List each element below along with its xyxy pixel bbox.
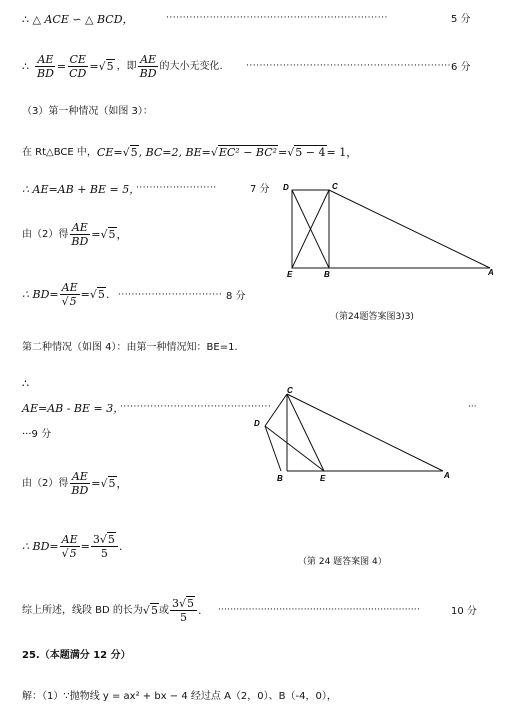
sqrt-5: √5: [98, 60, 114, 73]
dots-leader: ··································································: [166, 13, 388, 23]
dots-leader: ·············································: [120, 402, 272, 412]
line-similar-triangles: ∴ △ ACE ∽ △ BCD，: [22, 13, 134, 26]
fraction-ce-cd: $\frac{CE}{CD}$: [69, 53, 87, 80]
sqrt-5-minus-4: √5 − 4: [287, 146, 326, 159]
figure-3-caption: （第24题答案图3)3): [330, 312, 414, 322]
line-right-triangle: 在 Rt△BCE 中， CE= √5 , BC=2, BE= √EC² − BC² = √5 − 4 = 1，: [22, 146, 358, 159]
score-9: ···9 分: [22, 429, 52, 440]
sqrt-5: √5: [100, 228, 116, 241]
label-e: E: [287, 270, 293, 278]
solution-line: 解：（1）∵抛物线 y = ax² + bx − 4 经过点 A（2，0）、B（-4，0），: [22, 691, 337, 702]
figure-4-caption: （第 24 题答案图 4）: [298, 557, 387, 567]
label-c: C: [332, 182, 338, 191]
case-one-heading: （3）第一种情况（如图 3）：: [22, 106, 153, 117]
sqrt-5: √5: [89, 288, 105, 301]
dots-leader: ························: [136, 183, 217, 193]
line-bd-result: ∴ BD= $\frac{AE}{√5}$ = √5 .: [22, 281, 110, 308]
figure-3-diagram: [280, 182, 500, 278]
fraction-ae-bd: $\frac{AE}{BD}$: [71, 470, 89, 497]
score-7: 7 分: [250, 184, 270, 195]
question-25-heading: 25.（本题满分 12 分）: [22, 650, 131, 661]
line-ae-eq-5: ∴ AE=AB + BE = 5，: [22, 183, 141, 196]
dots-leader: ·······························: [118, 290, 223, 300]
sqrt-5: √5: [100, 477, 116, 490]
fraction-ae-sqrt5: $\frac{AE}{√5}$: [61, 281, 78, 308]
label-d: D: [283, 183, 289, 192]
fraction-ae-bd: $\frac{AE}{BD}$: [37, 53, 54, 80]
sqrt-5: √5: [122, 146, 138, 159]
label-b: B: [277, 474, 283, 483]
line-conclusion: 综上所述，线段 BD 的长为 √5 或 $\frac{3√5}{5}$ .: [22, 597, 202, 624]
sqrt-5: √5: [142, 604, 158, 617]
score-10: 10 分: [451, 606, 477, 617]
score-8: 8 分: [226, 291, 246, 302]
fraction-ae-bd-2: $\frac{AE}{BD}$: [139, 53, 157, 80]
sqrt-expression: √EC² − BC²: [210, 146, 278, 159]
line-ae-eq-3: AE=AB - BE = 3，: [22, 402, 125, 415]
fraction-3sqrt5-over-5: $\frac{3√5}{5}$: [91, 534, 118, 559]
label-a: A: [488, 268, 494, 277]
fraction-ae-sqrt5: $\frac{AE}{√5}$: [61, 533, 78, 560]
line-ratio: ∴ $\frac{AE}{BD}$ = $\frac{CE}{CD}$ = √5 ，即 $\frac{AE}{BD}$ 的大小无变化.: [22, 53, 223, 80]
case-two-heading: 第二种情况（如图 4）：由第一种情况知：BE=1.: [22, 342, 238, 353]
dots-leader: ······························································: [246, 61, 455, 71]
line-from-part2: 由（2）得 $\frac{AE}{BD}$ = √5 ，: [22, 221, 128, 248]
score-5: 5 分: [451, 14, 471, 25]
therefore-symbol: ∴: [22, 377, 29, 390]
label-a: A: [444, 471, 450, 480]
label-e: E: [320, 474, 326, 483]
label-c: C: [287, 386, 293, 395]
fraction-ae-bd: $\frac{AE}{BD}$: [71, 221, 89, 248]
line-from-part2-case2: 由（2）得 $\frac{AE}{BD}$ = √5 ，: [22, 470, 128, 497]
score-6: 6 分: [451, 62, 471, 73]
dots-leader: ··································································: [218, 605, 421, 615]
dots-leader-end: ···: [468, 402, 477, 412]
label-d: D: [254, 419, 260, 428]
figure-4-diagram: [250, 386, 460, 486]
label-b: B: [324, 270, 330, 278]
line-bd-result-case2: ∴ BD= $\frac{AE}{√5}$ = $\frac{3√5}{5}$ .: [22, 533, 123, 560]
fraction-3sqrt5-over-5: $\frac{3√5}{5}$: [170, 598, 197, 623]
